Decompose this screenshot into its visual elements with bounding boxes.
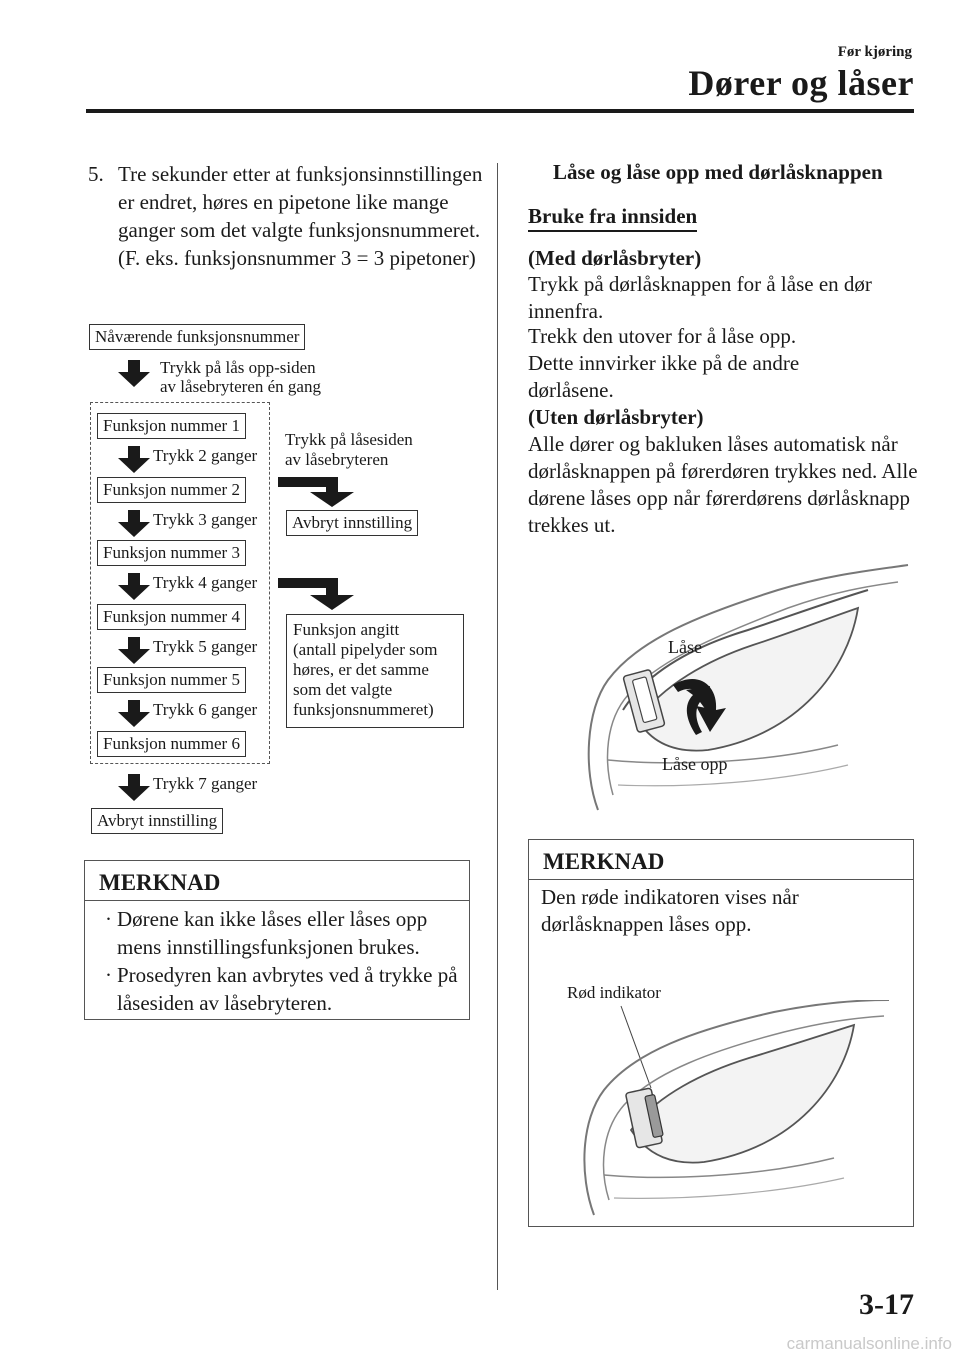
current-function-box: Nåværende funksjonsnummer (89, 324, 305, 350)
note-title: MERKNAD (85, 861, 469, 901)
note-box-right (528, 839, 914, 1227)
function-2-box: Funksjon nummer 2 (97, 477, 246, 503)
function-6-box: Funksjon nummer 6 (97, 731, 246, 757)
function-set-line: Funksjon angitt (293, 620, 400, 639)
press-5-label: Trykk 5 ganger (153, 637, 258, 656)
right-down-arrow-icon (278, 575, 358, 611)
function-set-line: høres, er det samme (293, 660, 429, 679)
fig-lock-label: Låse (668, 637, 702, 657)
down-arrow-icon (118, 446, 152, 474)
step-number: 5. (88, 162, 104, 186)
with-switch-text-2: Trekk den utover for å låse opp. (528, 324, 797, 348)
press-7-label: Trykk 7 ganger (153, 774, 258, 793)
step-text: Tre sekunder etter at funksjonsinnstillingen er endret, høres en pipetone like mange ganger som det valgte funksjonsnummeret. (F. eks. funksjonsnummer 3 = 3 pipetoner) (118, 162, 483, 270)
note-item-text: Dørene kan ikke låses eller låses opp mens innstillingsfunksjonen brukes. (117, 907, 428, 959)
down-arrow-icon (118, 637, 152, 665)
bullet: · (105, 963, 112, 987)
press-4-label: Trykk 4 ganger (153, 573, 258, 592)
with-switch-heading: (Med dørlåsbryter) (528, 246, 702, 270)
without-switch-text: Alle dører og bakluken låses automatisk når dørlåsknappen på førerdøren trykkes ned. Alle dørene låses opp når førerdørens dørlåsknapp trekkes ut. (528, 432, 918, 537)
door-handle-illustration (578, 560, 918, 820)
fig-unlock-label: Låse opp (662, 754, 728, 774)
with-switch-text-1: Trykk på dørlåsknappen for å låse en dør innenfra. (528, 272, 872, 323)
press-6-label: Trykk 6 ganger (153, 700, 258, 719)
down-arrow-icon (118, 700, 152, 728)
press-2-label: Trykk 2 ganger (153, 446, 258, 465)
function-3-box: Funksjon nummer 3 (97, 540, 246, 566)
press-unlock-label-1: Trykk på lås opp-siden (160, 358, 316, 377)
function-4-box: Funksjon nummer 4 (97, 604, 246, 630)
note-box-left (84, 860, 470, 1020)
note-item (85, 905, 469, 961)
note-title: MERKNAD (529, 840, 913, 880)
section-heading: Låse og låse opp med dørlåsknappen (553, 160, 883, 184)
down-arrow-icon (118, 360, 152, 388)
press-3-label: Trykk 3 ganger (153, 510, 258, 529)
right-down-arrow-icon (278, 474, 358, 508)
page-title: Dører og låser (688, 63, 914, 103)
note-item-text: Prosedyren kan avbrytes ved å trykke på låsesiden av låsebryteren. (117, 963, 458, 1015)
note-list (85, 901, 469, 1017)
function-1-box: Funksjon nummer 1 (97, 413, 246, 439)
press-lock-label-1: Trykk på låsesiden (285, 430, 413, 449)
column-divider (497, 163, 498, 1290)
red-indicator-label: Rød indikator (567, 983, 661, 1002)
cancel-setting-box-right: Avbryt innstilling (286, 510, 418, 536)
with-switch-text-3: Dette innvirker ikke på de andre dørlåsene. (528, 351, 800, 402)
function-5-box: Funksjon nummer 5 (97, 667, 246, 693)
cancel-setting-box: Avbryt innstilling (91, 808, 223, 834)
function-set-line: funksjonsnummeret) (293, 700, 434, 719)
note-text: Den røde indikatoren vises når dørlåsknappen låses opp. (541, 885, 799, 936)
section-label: Før kjøring (837, 44, 912, 60)
without-switch-heading: (Uten dørlåsbryter) (528, 405, 704, 429)
subsection-heading: Bruke fra innsiden (528, 204, 697, 232)
press-unlock-label-2: av låsebryteren én gang (160, 377, 321, 396)
note-item (85, 961, 469, 1017)
function-set-box (286, 614, 464, 728)
down-arrow-icon (118, 774, 152, 802)
function-set-line: som det valgte (293, 680, 393, 699)
function-set-line: (antall pipelyder som (293, 640, 438, 659)
page-number: 3-17 (859, 1288, 914, 1321)
door-lock-figure (578, 560, 918, 820)
red-indicator-illustration (569, 1000, 909, 1220)
down-arrow-icon (118, 573, 152, 601)
header-rule (86, 109, 914, 113)
watermark: carmanualsonline.info (786, 1334, 952, 1353)
bullet: · (105, 907, 112, 931)
down-arrow-icon (118, 510, 152, 538)
press-lock-label-2: av låsebryteren (285, 450, 389, 469)
step-5 (88, 160, 483, 272)
